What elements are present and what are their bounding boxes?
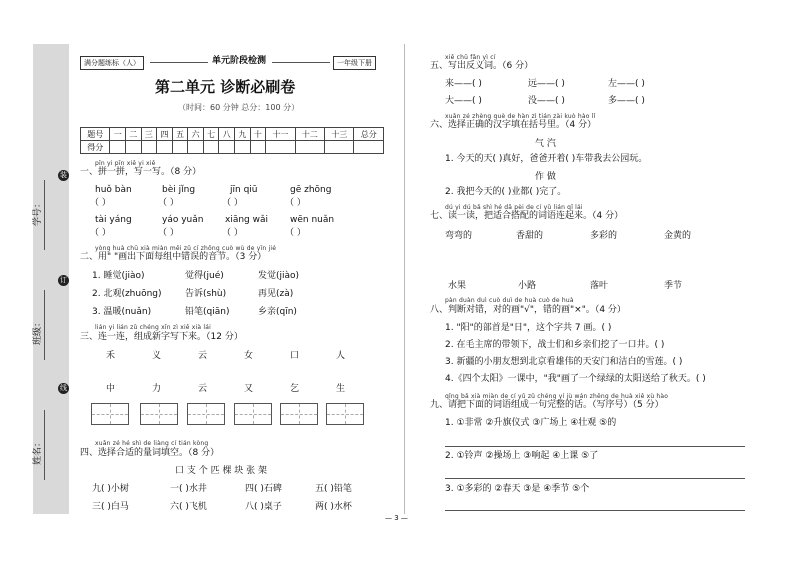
score-cell[interactable] (188, 141, 204, 154)
q5-blank[interactable]: 来——( ) (445, 79, 482, 89)
q4-blank[interactable]: 八( )桌子 (245, 502, 282, 512)
q7-adjective[interactable]: 弯弯的 (445, 231, 473, 241)
q2-pinyin: yòng huà chū xià miàn měi zǔ cí zhōng cuò wù de yīn jié (95, 245, 277, 252)
score-header-cell: 七 (203, 128, 219, 141)
q3-top-char[interactable]: 义 (152, 351, 162, 361)
score-header-cell: 十一 (266, 128, 295, 141)
q9-word-list: 1. ①非常 ②升旗仪式 ③广场上 ④壮观 ⑤的 (445, 418, 617, 428)
score-header-cell: 二 (126, 128, 142, 141)
q3-top-char[interactable]: 女 (244, 351, 254, 361)
page-divider (404, 44, 405, 514)
q2-option[interactable]: 2. 北观(zhuōng) (92, 289, 162, 299)
q6-char-pair: 作 做 (535, 172, 556, 182)
score-header-cell: 八 (219, 128, 235, 141)
header-rule-right (272, 62, 330, 63)
score-header-cell: 五 (172, 128, 188, 141)
score-row-label: 得分 (81, 141, 110, 154)
q9-answer-line[interactable] (445, 478, 745, 479)
q6-title: 六、选择正确的汉字填在括号里。（4 分） (430, 120, 597, 130)
q7-adjective[interactable]: 金黄的 (664, 231, 692, 241)
page-title: 第二单元 诊断必刷卷 (155, 78, 296, 96)
q9-answer-line[interactable] (445, 510, 745, 511)
page-subtitle: （时间：60 分钟 总分：100 分） (178, 103, 300, 112)
score-cell[interactable] (203, 141, 219, 154)
q5-blank[interactable]: 远——( ) (528, 79, 565, 89)
q7-noun[interactable]: 小路 (518, 281, 537, 291)
q3-bottom-char[interactable]: 乞 (290, 384, 300, 394)
score-header-cell: 六 (188, 128, 204, 141)
q8-statement[interactable]: 1. "阳"的部首是"日"，这个字共 7 画。( ) (445, 323, 612, 333)
score-cell[interactable] (235, 141, 251, 154)
q1-item: xiāng wǎi (225, 215, 268, 225)
q5-blank[interactable]: 大——( ) (445, 96, 482, 106)
q6-char-pair: 气 汽 (535, 139, 556, 149)
q8-statement[interactable]: 3. 新疆的小朋友想到北京看雄伟的天安门和洁白的雪莲。( ) (445, 357, 683, 367)
q1-answer[interactable]: （ ） (90, 198, 111, 208)
score-cell[interactable] (126, 141, 142, 154)
q2-option[interactable]: 再见(zà) (258, 289, 294, 299)
score-header-cell: 总分 (354, 128, 384, 141)
q1-answer[interactable]: （ ） (158, 228, 179, 238)
q3-writing-box[interactable] (280, 403, 318, 425)
q1-item: jīn qiū (230, 185, 258, 195)
name-label: 姓名： (33, 437, 44, 466)
score-cell[interactable] (157, 141, 173, 154)
q3-bottom-char[interactable]: 云 (198, 384, 208, 394)
q1-item: wēn nuǎn (290, 215, 335, 225)
q9-pinyin: qǐng bǎ xià miàn de cí yǔ zǔ chéng yí jù wán zhěng de huà xiě xù hào (445, 393, 669, 400)
q5-blank[interactable]: 没——( ) (528, 96, 565, 106)
q3-writing-box[interactable] (91, 403, 129, 425)
student-id-label: 学号： (33, 198, 44, 227)
edition-tag: 满分题练标（人） (80, 56, 144, 70)
q4-blank[interactable]: 一( )水井 (170, 484, 207, 494)
q2-option[interactable]: 发觉(jiào) (258, 271, 300, 281)
q3-top-char[interactable]: 口 (290, 351, 300, 361)
q8-statement[interactable]: 4.《四个太阳》一课中，"我"画了一个绿绿的太阳送给了秋天。( ) (445, 374, 706, 384)
q7-noun[interactable]: 水果 (448, 281, 467, 291)
q6-pinyin: xuǎn zé zhèng què de hàn zì tián zài kuò hào lǐ (445, 113, 596, 120)
q1-answer[interactable]: （ ） (222, 198, 243, 208)
score-header-cell: 四 (157, 128, 173, 141)
q9-answer-line[interactable] (445, 446, 745, 447)
q4-blank[interactable]: 五( )铅笔 (315, 484, 352, 494)
q1-item: huǒ bàn (95, 185, 132, 195)
header-rule-left (150, 62, 208, 63)
score-cell[interactable] (295, 141, 324, 154)
q1-answer[interactable]: （ ） (158, 198, 179, 208)
q3-pinyin: lián yi lián zǔ chéng xīn zì xiě xià lái (95, 324, 212, 331)
q3-writing-box[interactable] (326, 403, 364, 425)
binding-mark-3: 线 (60, 384, 67, 392)
q2-option[interactable]: 1. 睡觉(jiào) (92, 271, 145, 281)
q7-title: 七、读一读，把适合搭配的词语连起来。（4 分） (430, 211, 624, 221)
q6-sentence[interactable]: 2. 我把今天的( )业都( )完了。 (445, 187, 567, 197)
q1-answer[interactable]: （ ） (90, 228, 111, 238)
score-header-cell: 十 (250, 128, 266, 141)
q3-top-char[interactable]: 云 (198, 351, 208, 361)
score-cell[interactable] (250, 141, 266, 154)
q1-item: yáo yuǎn (162, 215, 204, 225)
q3-writing-box[interactable] (140, 403, 178, 425)
score-header-cell: 一 (110, 128, 126, 141)
q1-item: gē zhōng (290, 185, 332, 195)
q4-word-bank: 口 支 个 匹 棵 块 张 架 (175, 466, 268, 476)
q1-answer[interactable]: （ ） (285, 198, 306, 208)
q3-bottom-char[interactable]: 又 (244, 384, 254, 394)
score-cell[interactable] (141, 141, 157, 154)
score-header-cell: 九 (235, 128, 251, 141)
q3-bottom-char[interactable]: 力 (152, 384, 162, 394)
q2-option[interactable]: 乡亲(qīn) (258, 307, 297, 317)
q8-statement[interactable]: 2. 在毛主席的带领下，战士们和乡亲们挖了一口井。( ) (445, 340, 665, 350)
class-line (44, 290, 45, 360)
q1-pinyin: pīn yi pīn xiě yi xiě (95, 160, 156, 167)
q7-noun[interactable]: 季节 (664, 281, 683, 291)
q4-blank[interactable]: 四( )石碑 (245, 484, 282, 494)
q7-adjective[interactable]: 多彩的 (590, 231, 618, 241)
q7-adjective[interactable]: 香甜的 (516, 231, 544, 241)
q2-title: 二、用" "画出下面每组中错误的音节。（3 分） (80, 252, 267, 262)
q5-blank[interactable]: 左——( ) (608, 79, 645, 89)
score-cell[interactable] (110, 141, 126, 154)
q2-option[interactable]: 3. 温暖(nuǎn) (92, 307, 152, 317)
binding-mark-2: 订 (60, 276, 67, 284)
binding-mark-1: 装 (60, 171, 67, 179)
q1-answer[interactable]: （ ） (285, 228, 306, 238)
q5-title: 五、写出反义词。（6 分） (430, 61, 534, 71)
score-header-cell: 十二 (295, 128, 324, 141)
student-id-line (44, 180, 45, 250)
q3-top-char[interactable]: 人 (336, 351, 346, 361)
q4-blank[interactable]: 六( )飞机 (170, 502, 207, 512)
q1-answer[interactable]: （ ） (222, 228, 243, 238)
q1-title: 一、拼一拼，写一写。（8 分） (80, 167, 202, 177)
grade-tag: 一年级下册 (333, 56, 376, 70)
q4-title: 四、选择合适的量词填空。（8 分） (80, 448, 220, 458)
q3-title: 三、连一连，组成新字写下来。（12 分） (80, 332, 243, 342)
name-line (44, 410, 45, 480)
q5-blank[interactable]: 多——( ) (608, 96, 645, 106)
header-title: 单元阶段检测 (212, 56, 267, 66)
q2-option[interactable]: 觉得(jué) (185, 271, 224, 281)
q3-bottom-char[interactable]: 生 (336, 384, 346, 394)
q4-blank[interactable]: 三( )白马 (92, 502, 129, 512)
class-label: 班级： (33, 317, 44, 346)
score-cell[interactable] (325, 141, 354, 154)
q5-pinyin: xiě chū fǎn yì cí (445, 54, 496, 61)
score-header-cell: 十三 (325, 128, 354, 141)
page-number: — 3 — (385, 514, 408, 522)
score-header-cell: 题号 (81, 128, 110, 141)
q7-pinyin: dú yi dú bǎ shì hé dā pèi de cí yǔ lián qǐ lái (445, 204, 583, 211)
q3-top-char[interactable]: 禾 (106, 351, 116, 361)
score-cell[interactable] (172, 141, 188, 154)
q4-blank[interactable]: 九( )小树 (92, 484, 129, 494)
q6-sentence[interactable]: 1. 今天的天( )真好，爸爸开着( )车带我去公园玩。 (445, 154, 648, 164)
q7-noun[interactable]: 落叶 (590, 281, 609, 291)
q4-pinyin: xuǎn zé hé shì de liàng cí tián kòng (95, 440, 209, 447)
score-cell[interactable] (354, 141, 384, 154)
score-cell[interactable] (266, 141, 295, 154)
q1-item: bèi jǐng (162, 185, 196, 195)
score-cell[interactable] (219, 141, 235, 154)
q8-pinyin: pàn duàn duì cuò duì de huà cuò de huà (445, 297, 574, 304)
q9-word-list: 2. ①铃声 ②操场上 ③响起 ④上课 ⑤了 (445, 451, 599, 461)
q2-option[interactable]: 铅笔(qiān) (185, 307, 230, 317)
q3-writing-box[interactable] (187, 403, 225, 425)
q8-title: 八、判断对错，对的画"√"，错的画"×"。（4 分） (430, 305, 626, 315)
q9-title: 九、请把下面的词语组成一句完整的话。（写序号）（5 分） (430, 400, 664, 410)
q1-item: tài yáng (95, 215, 132, 225)
q4-blank[interactable]: 两( )水杯 (315, 502, 352, 512)
q2-option[interactable]: 告诉(shù) (185, 289, 227, 299)
score-header-cell: 三 (141, 128, 157, 141)
q9-word-list: 3. ①多彩的 ②春天 ③是 ④季节 ⑤个 (445, 484, 590, 494)
q3-writing-box[interactable] (234, 403, 272, 425)
score-table (80, 127, 384, 154)
q3-bottom-char[interactable]: 中 (106, 384, 116, 394)
